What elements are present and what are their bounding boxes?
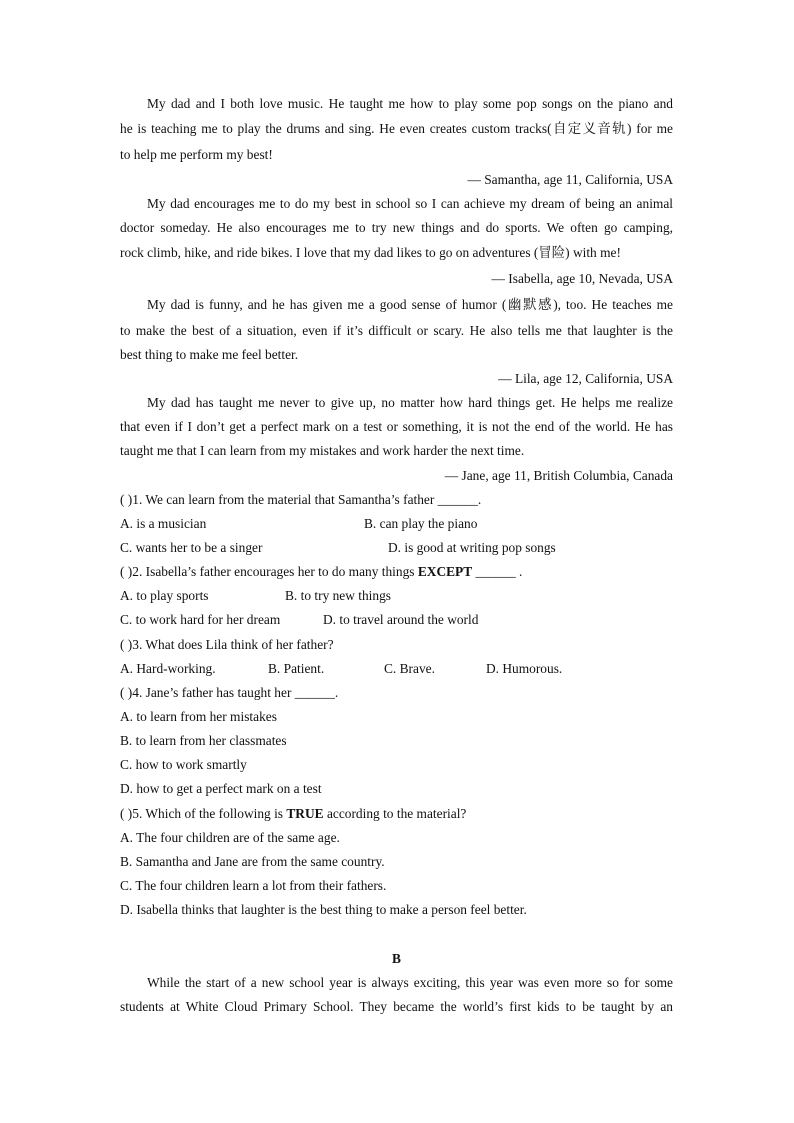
question-stem — [120, 563, 673, 581]
option-d: D. to travel around the world — [323, 612, 479, 627]
option-c: C. wants her to be a singer — [120, 540, 263, 555]
option-a: A. is a musician — [120, 516, 207, 531]
option-b: B. Samantha and Jane are from the same country. — [120, 854, 385, 869]
question-stem-text: ( )5. Which of the following is — [120, 806, 287, 821]
option-c: C. Brave. — [384, 661, 435, 676]
question-stem-rest: according to the material? — [323, 806, 467, 821]
passage-line: to make the best of a situation, even if it’s difficult or scary. He also tells me that laughter is the — [120, 323, 673, 338]
attribution: — Samantha, age 11, California, USA — [467, 172, 673, 187]
passage-line: My dad has taught me never to give up, no matter how hard things get. He helps me realize — [147, 395, 673, 410]
option-b: B. to try new things — [285, 588, 392, 603]
option-a: A. Hard-working. — [120, 661, 216, 676]
section-heading: B — [392, 951, 401, 966]
question-stem — [120, 805, 673, 823]
passage-line: My dad is funny, and he has given me a good sense of humor (幽默感), too. He teaches me — [147, 297, 673, 312]
passage-line: to help me perform my best! — [120, 147, 273, 162]
question-stem-text: ( )2. Isabella’s father encourages her to do many things — [120, 564, 418, 579]
question-stem-blank: ______ . — [472, 564, 523, 579]
option-a: A. to learn from her mistakes — [120, 709, 277, 724]
passage-line: My dad and I both love music. He taught me how to play some pop songs on the piano and — [147, 96, 673, 111]
option-d: D. is good at writing pop songs — [388, 540, 556, 555]
question-keyword: TRUE — [286, 806, 324, 821]
option-b: B. to learn from her classmates — [120, 733, 287, 748]
passage-line: he is teaching me to play the drums and sing. He even creates custom tracks(自定义音轨) for me — [120, 121, 673, 136]
option-d: D. Humorous. — [486, 661, 563, 676]
passage-line: taught me that I can learn from my mistakes and work harder the next time. — [120, 443, 525, 458]
option-b: B. Patient. — [268, 661, 325, 676]
passage-line: that even if I don’t get a perfect mark on a test or something, it is not the end of the world. He has — [120, 419, 673, 434]
option-d: D. how to get a perfect mark on a test — [120, 781, 322, 796]
question-stem: ( )4. Jane’s father has taught her ______. — [120, 685, 339, 700]
option-b: B. can play the piano — [364, 516, 478, 531]
attribution: — Lila, age 12, California, USA — [498, 371, 673, 386]
option-d: D. Isabella thinks that laughter is the best thing to make a person feel better. — [120, 902, 527, 917]
question-stem: ( )1. We can learn from the material that Samantha’s father ______. — [120, 492, 482, 507]
attribution: — Isabella, age 10, Nevada, USA — [491, 271, 673, 286]
option-c: C. how to work smartly — [120, 757, 247, 772]
option-c: C. The four children learn a lot from their fathers. — [120, 878, 387, 893]
passage-line: While the start of a new school year is always exciting, this year was even more so for some — [147, 975, 673, 990]
passage-line: My dad encourages me to do my best in school so I can achieve my dream of being an animal — [147, 196, 673, 211]
passage-line: students at White Cloud Primary School. They became the world’s first kids to be taught by an — [120, 999, 673, 1014]
question-stem: ( )3. What does Lila think of her father? — [120, 637, 334, 652]
passage-line: best thing to make me feel better. — [120, 347, 299, 362]
passage-line: doctor someday. He also encourages me to try new things and do sports. We often go camping, — [120, 220, 673, 235]
option-a: A. The four children are of the same age. — [120, 830, 340, 845]
question-keyword: EXCEPT — [417, 564, 473, 579]
option-a: A. to play sports — [120, 588, 209, 603]
option-c: C. to work hard for her dream — [120, 612, 281, 627]
passage-line: rock climb, hike, and ride bikes. I love that my dad likes to go on adventures (冒险) with me! — [120, 245, 621, 260]
attribution: — Jane, age 11, British Columbia, Canada — [444, 468, 673, 483]
